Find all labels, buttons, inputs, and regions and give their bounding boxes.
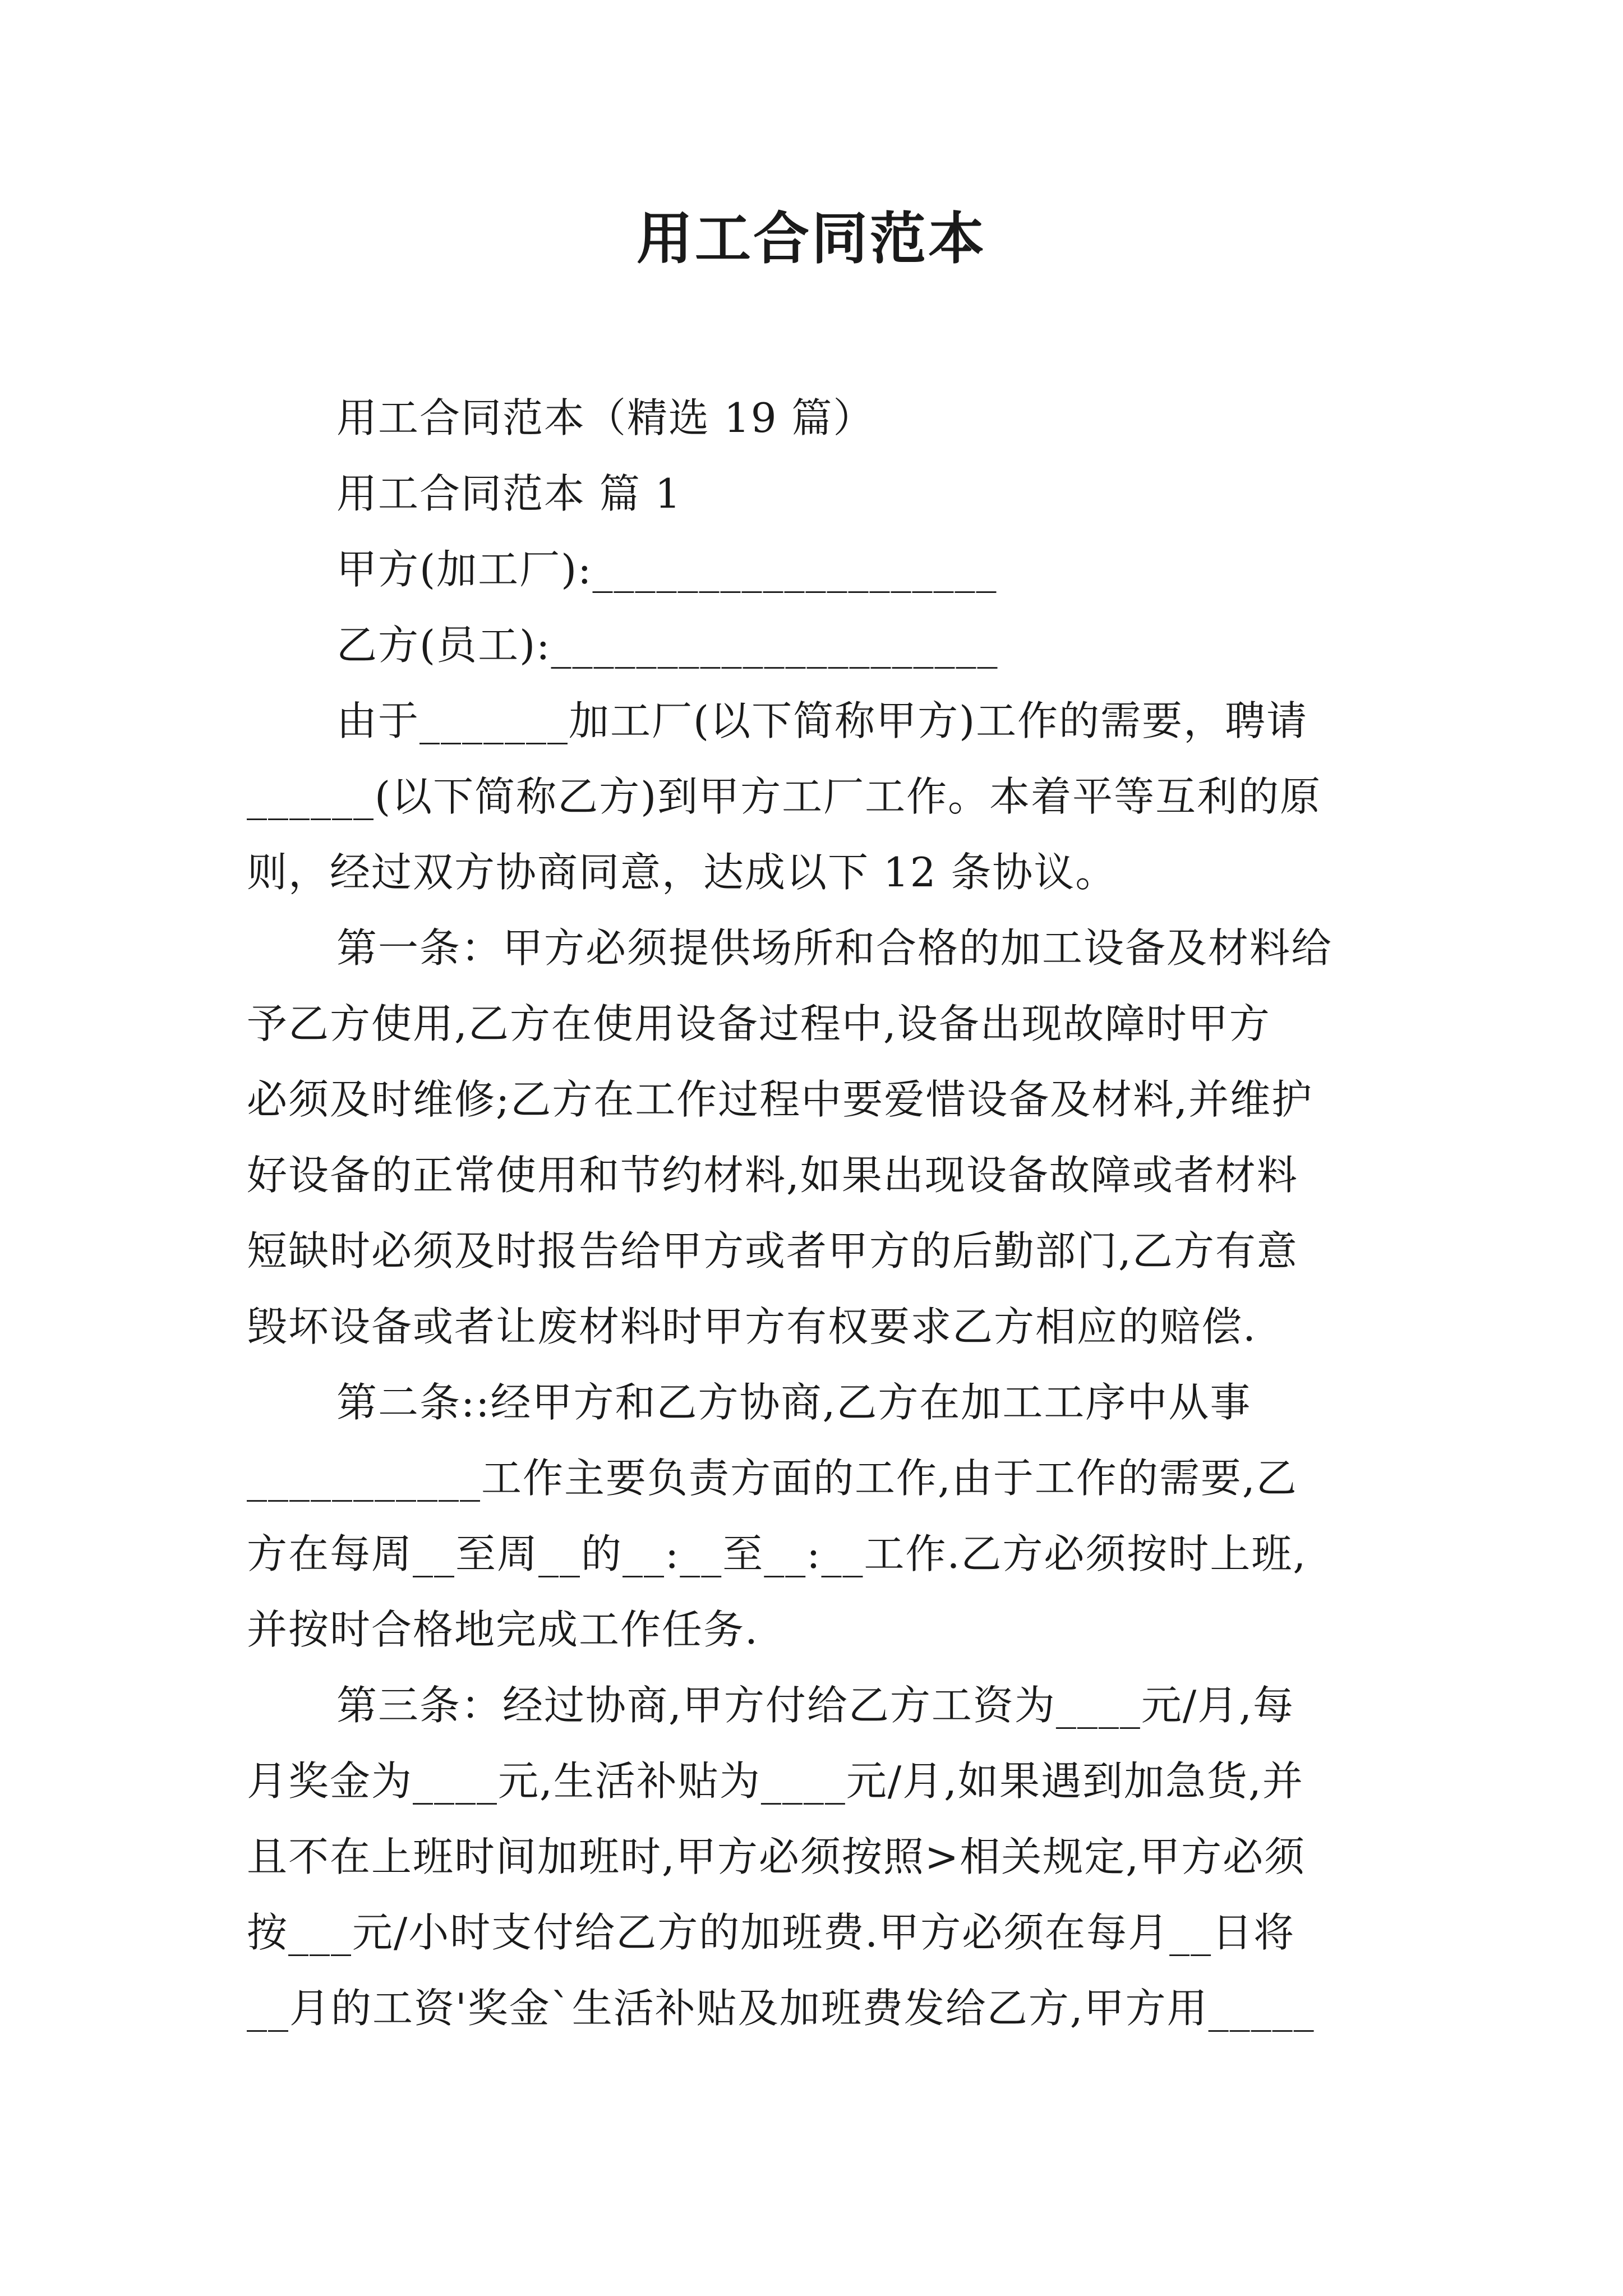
article-3-line: 且不在上班时间加班时,甲方必须按照>相关规定,甲方必须: [247, 1833, 1306, 1880]
intro-paragraph-line: 由于_______加工厂(以下简称甲方)工作的需要，聘请: [336, 697, 1308, 744]
article-3-line: 按___元/小时支付给乙方的加班费.甲方必须在每月__日将: [247, 1909, 1295, 1956]
article-3-line: 第三条：经过协商,甲方付给乙方工资为____元/月,每: [336, 1682, 1295, 1729]
article-1-line: 第一条：甲方必须提供场所和合格的加工设备及材料给: [336, 924, 1333, 972]
intro-paragraph-line: ______(以下简称乙方)到甲方工厂工作。本着平等互利的原: [247, 773, 1322, 820]
article-1-line: 好设备的正常使用和节约材料,如果出现设备故障或者材料: [247, 1152, 1298, 1199]
article-2-line: ___________工作主要负责方面的工作,由于工作的需要,乙: [247, 1455, 1298, 1502]
article-2-line: 第二条::经甲方和乙方协商,乙方在加工工序中从事: [336, 1379, 1252, 1426]
party-b-line: 乙方(员工):_____________________: [336, 622, 999, 669]
document-title: 用工合同范本: [637, 205, 986, 272]
article-3-line: 月奖金为____元,生活补贴为____元/月,如果遇到加急货,并: [247, 1757, 1304, 1805]
intro-paragraph-line: 则，经过双方协商同意，达成以下 12 条协议。: [247, 849, 1117, 896]
article-1-line: 短缺时必须及时报告给甲方或者甲方的后勤部门,乙方有意: [247, 1227, 1298, 1274]
article-3-line: __月的工资'奖金`生活补贴及加班费发给乙方,甲方用_____: [247, 1985, 1315, 2032]
article-1-line: 予乙方使用,乙方在使用设备过程中,设备出现故障时甲方: [247, 1000, 1271, 1047]
doc-subtitle: 用工合同范本（精选 19 篇）: [336, 394, 875, 441]
article-1-line: 必须及时维修;乙方在工作过程中要爱惜设备及材料,并维护: [247, 1076, 1313, 1123]
article-1-line: 毁坏设备或者让废材料时甲方有权要求乙方相应的赔偿.: [247, 1303, 1257, 1350]
article-2-line: 方在每周__至周__的__:__至__:__工作.乙方必须按时上班,: [247, 1530, 1307, 1577]
party-a-line: 甲方(加工厂):___________________: [336, 546, 998, 593]
article-2-line: 并按时合格地完成工作任务.: [247, 1606, 759, 1653]
doc-heading-1: 用工合同范本 篇 1: [336, 470, 682, 517]
